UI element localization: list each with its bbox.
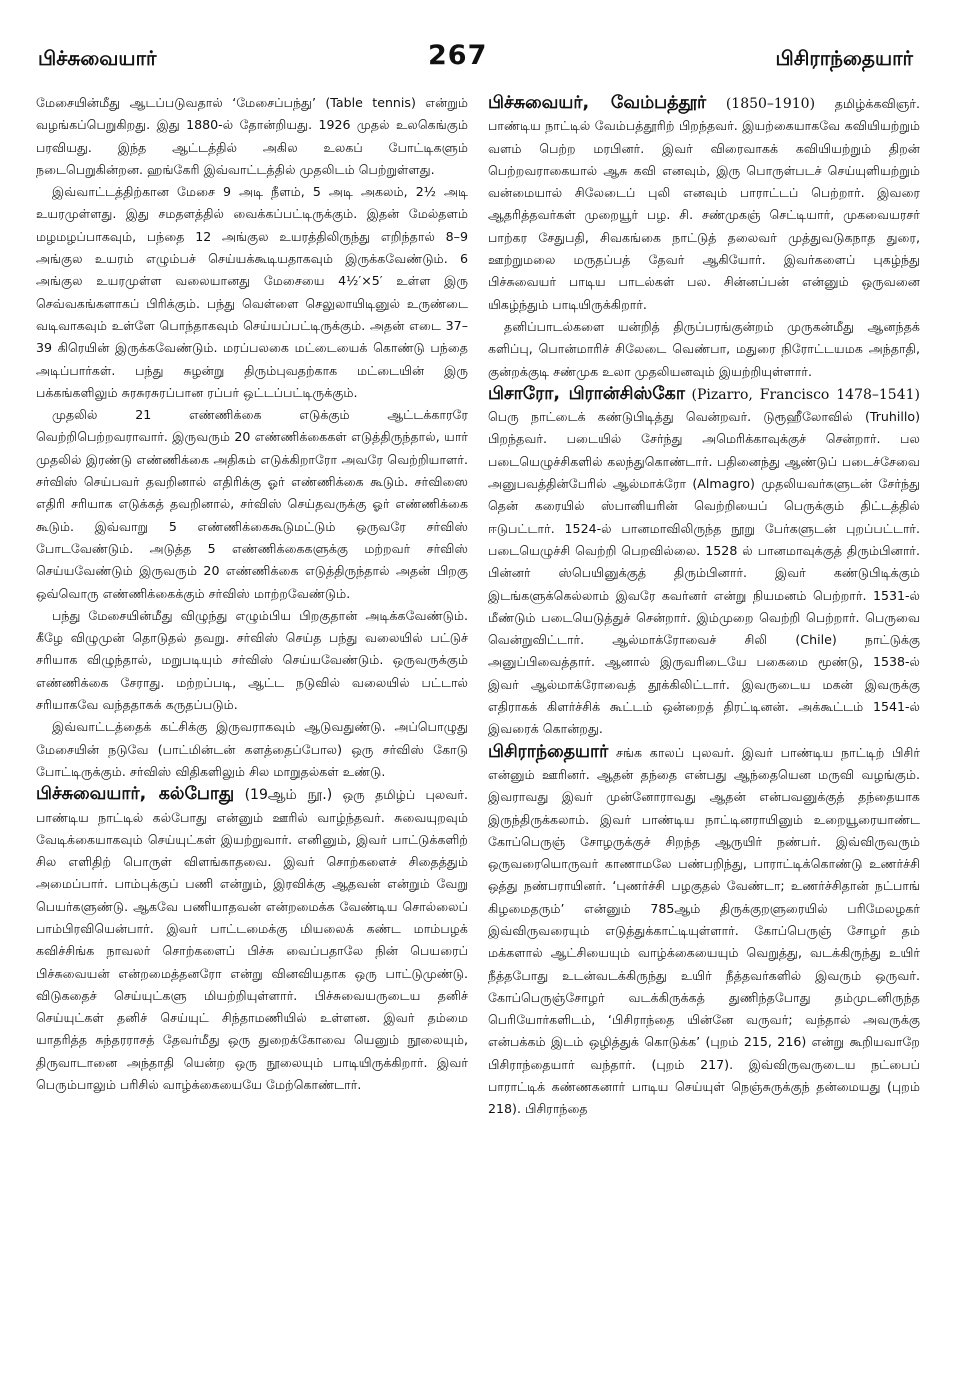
entry-heading: பிசிராந்தையார் (488, 741, 609, 762)
entry-pizarro (488, 383, 920, 741)
entry-dates: (19ஆம் நூ.) (244, 787, 333, 804)
entry-heading: பிச்சுவையார், கல்போது (36, 784, 235, 805)
page-number: 267 (428, 40, 488, 71)
entry-dates: (1850–1910) (725, 96, 816, 112)
right-guide-word: பிசிராந்தையார் (775, 46, 913, 70)
entry-heading: பிசாரோ, பிரான்சிஸ்கோ (488, 383, 686, 404)
running-header (0, 40, 955, 80)
entry-body: தமிழ்க்கவிஞர். பாண்டிய நாட்டில் வேம்பத்தூரிற் பிறந்தவர். இயற்கையாகவே கவியியற்றும் வளம் பெற்ற மரபினர். இவர் விரைவாகக் கவியியற்றும் திறன் பெற்றவராகையால் ஆசு கவி எனவும், இரு பொருள்படச் செய்யுளியற்றும் வன்மையால் சிலேடைப் புலி எனவும் பாராட்டப் பெற்றார். இவரை ஆதரித்தவர்கள் முறையூர் பழ. சி. சண்முகஞ் செட்டியார், முகவையரசர் பாற்கர சேதுபதி, சிவகங்கை நாட்டுத் தலைவர் முத்துவடுகநாத துரை, ஊற்றுமலை மருதப்பத் தேவர் ஆகியோர். இவர்களைப் புகழ்ந்து பிச்சுவையர் பாடிய பாடல்கள் பல. சின்னப்பன் என்னும் ஒருவனை யிகழ்ந்தும் பாடியிருக்கிறார். (488, 96, 920, 312)
entry-heading: பிச்சுவையர், வேம்பத்தூர் (488, 93, 707, 113)
entry-pichuvaiyar-vembathur (488, 92, 920, 316)
entry-continuation-paragraph: தனிப்பாடல்களை யன்றித் திருப்பரங்குன்றம் முருகன்மீது ஆனந்தக் களிப்பு, பொன்மாரிச் சிலேடை வெண்பா, மதுரை நிரோட்டயமக அந்தாதி, குன்றக்குடி சண்முக உலா முதலியனவும் இயற்றியுள்ளார். (488, 318, 920, 379)
scoring-rules-paragraph: முதலில் 21 எண்ணிக்கை எடுக்கும் ஆட்டக்காரரே வெற்றிபெற்றவராவார். இருவரும் 20 எண்ணிக்கைகள் எடுத்திருந்தால், யார் முதலில் இரண்டு எண்ணிக்கை அதிகம் எடுக்கிறாரோ அவரே வெற்றியாளர். சர்விஸ் செய்பவர் தவறினால் எதிரிக்கு ஓர் எண்ணிக்கை கூடும். சர்விஸை எதிரி சரியாக எடுக்கத் தவறினால், சர்விஸ் செய்தவருக்கு ஓர் எண்ணிக்கை கூடும். இவ்வாறு 5 எண்ணிக்கைகூடுமட்டும் ஒருவரே சர்விஸ் போடவேண்டும். அடுத்த 5 எண்ணிக்கைகளுக்கு மற்றவர் சர்விஸ் செய்யவேண்டும் இருவரும் 20 எண்ணிக்கை எடுத்திருந்தால் அதன் பிறகு ஒவ்வொரு எண்ணிக்கைக்கும் சர்விஸ் மாற்றவேண்டும். (36, 407, 468, 601)
play-rules-paragraph: பந்து மேசையின்மீது விழுந்து எழும்பிய பிறகுதான் அடிக்கவேண்டும். கீழே விழுமுன் தொடுதல் தவறு. சர்விஸ் செய்த பந்து வலையில் பட்டுச் சரியாக விழுந்தால், மறுபடியும் சர்விஸ் செய்யவேண்டும். ஒருவருக்கும் எண்ணிக்கை சேராது. மற்றப்படி, ஆட்ட நடுவில் வலையில் பட்டால் சரியாகவே வந்ததாகக் கருதப்படும். (36, 607, 468, 713)
entry-body: சங்க காலப் புலவர். இவர் பாண்டிய நாட்டிற் பிசிர் என்னும் ஊரினர். ஆதன் தந்தை என்பது ஆந்தையென மருவி வழங்கும். இவராவது இவர் முன்னோராவது ஆதன் என்பவனுக்குத் தந்தையாக இருந்திருக்கலாம். இவர் பாண்டிய நாட்டினராயினும் உறையூரையாண்ட கோப்பெருஞ் சோழருக்குச் சிறந்த ஆருயிர் நண்பர். இவ்விருவரும் ஒருவரையொருவர் காணாமலே பண்பறிந்து, பாராட்டிக்கொண்டு உணர்ச்சி ஒத்து நண்பராயினர். ‘புணர்ச்சி பழகுதல் வேண்டா; உணர்ச்சிதான் நட்பாங் கிழமைதரும்’ என்னும் 785ஆம் திருக்குறளுரையில் பரிமேலழகர் இவ்விருவரையும் எடுத்துக்காட்டியுள்ளார். கோப்பெருஞ் சோழர் தம் மக்களால் ஆட்சியையும் வாழ்க்கையையும் வெறுத்து, வடக்கிருந்து உயிர் நீத்தபோது உடன்வடக்கிருந்து உயிர் நீத்தவர்களில் இவரும் ஒருவர். கோப்பெருஞ்சோழர் வடக்கிருக்கத் துணிந்தபோது தம்முடனிருந்த பெரியோர்களிடம், ‘பிசிராந்தை யின்னே வருவர்; வந்தால் அவருக்கு என்பக்கம் இடம் ஒழித்துக் கொடுக்க’ (புறம் 215, 216) என்று கூறியவாறே பிசிராந்தையார் வந்தார். (புறம் 217). இவ்விருவருடைய நட்பைப் பாராட்டிக் கண்ணகனார் பாடிய செய்யுள் நெஞ்சுருக்குந் தன்மையது (புறம் 218). பிசிராந்தை (488, 744, 920, 1117)
left-guide-word: பிச்சுவையார் (38, 46, 157, 70)
table-tennis-continued-paragraph: மேசையின்மீது ஆடப்படுவதால் ‘மேசைப்பந்து’ (Table tennis) என்றும் வழங்கப்பெறுகிறது. இது 1880-ல் தோன்றியது. 1926 முதல் உலகெங்கும் பரவியது. இந்த ஆட்டத்தில் அகில உலகப் போட்டிகளும் நடைபெறுகின்றன. ஹங்கேரி இவ்வாட்டத்தில் முதலிடம் பெற்றுள்ளது. (36, 95, 468, 177)
doubles-paragraph: இவ்வாட்டத்தைக் கட்சிக்கு இருவராகவும் ஆடுவதுண்டு. அப்பொழுது மேசையின் நடுவே (பாட்மின்டன் களத்தைப்போல) ஒரு சர்விஸ் கோடு போட்டிருக்கும். சர்விஸ் விதிகளிலும் சில மாறுதல்கள் உண்டு. (36, 719, 468, 779)
entry-pichuvaiyar-kalpothu (36, 783, 468, 1096)
entry-pisirandhaiyar (488, 741, 920, 1121)
right-column (488, 92, 920, 1356)
entry-body: ஒரு தமிழ்ப் புலவர். பாண்டிய நாட்டில் கல்போது என்னும் ஊரில் வாழ்ந்தவர். சுவையுறவும் வேடிக்கையாகவும் செய்யுட்கள் இயற்றுவார். எனினும், இவர் பாட்டுக்களிற் சில எளிதிற் பொருள் விளங்காதவை. இவர் சொற்களைச் சிதைத்தும் அமைப்பார். பாம்புக்குப் பணி என்றும், இரவிக்கு ஆதவன் என்றும் வேறு பெயர்களுண்டு. ஆகவே பணியாதவன் என்றமைக்க வேண்டிய சொல்லைப் பாம்பிரவியென்பார். இவர் பாட்டமைக்கு மியலைக் கண்ட மாம்பழக் கவிச்சிங்க நாவலர் சொற்களைப் பிச்சு வைப்பதாலே நின் பெயரைப் பிச்சுவையன் என்றமைத்தனரோ என்று வினவியதாக ஒரு பாட்டுமுண்டு. விடுகதைச் செய்யுட்களு மியற்றியுள்ளார். பிச்சுவையருடைய தனிச் செய்யுட்கள் தனிச் செய்யுட் சிந்தாமணியில் உள்ளன. இவர் தம்மை யாதரித்த சுந்தரராசத் தேவர்மீது ஒரு துறைக்கோவை யெனும் நூலையும், திருவாடானை அந்தாதி யென்ற ஒரு நூலையும் பாடியிருக்கிறார். இவர் பெரும்பாலும் பரிசில் வாழ்க்கையையே மேற்கொண்டார். (36, 787, 468, 1093)
table-specs-paragraph: இவ்வாட்டத்திற்கான மேசை 9 அடி நீளம், 5 அடி அகலம், 2½ அடி உயரமுள்ளது. இது சமதளத்தில் வைக்கப்பட்டிருக்கும். இதன் மேல்தளம் மழமழப்பாகவும், பந்தை 12 அங்குல உயரத்திலிருந்து எறிந்தால் 8–9 அங்குல உயரம் எழும்பச் செய்யக்கூடியதாகவும் இருக்கவேண்டும். 6 அங்குல உயரமுள்ள வலையானது மேசையை 4½′×5′ உள்ள இரு செவ்வகங்களாகப் பிரிக்கும். பந்து வெள்ளை செலுலாயிடினுல் உருண்டை வடிவாகவும் உள்ளே பொந்தாகவும் செய்யப்பட்டிருக்கும். அதன் எடை 37–39 கிரெயின் இருக்கவேண்டும். மரப்பலகை மட்டையைக் கொண்டு பந்தை அடிப்பார்கள். பந்து சுழன்று திரும்புவதற்காக மட்டையின் இரு பக்கங்களிலும் சுரசுரசுரப்பான ரப்பர் ஒட்டப்பட்டிருக்கும். (36, 184, 468, 400)
entry-dates: (Pizarro, Francisco 1478–1541) (691, 386, 920, 403)
left-column (36, 92, 468, 1356)
entry-body: பெரு நாட்டைக் கண்டுபிடித்து வென்றவர். டுரூஹீலோவில் (Truhillo) பிறந்தவர். படையில் சேர்ந்து அமெரிக்காவுக்குச் சென்றார். பல படையெழுச்சிகளில் கலந்துகொண்டார். பதினைந்து ஆண்டுப் படைச்சேவை அனுபவத்தின்பேரில் ஆல்மாக்ரோ (Almagro) முதலியவர்களுடன் சேர்ந்து தென் கரையில் ஸ்பானியரின் வெற்றியைப் பெருக்கும் திட்டத்தில் ஈடுபட்டார். 1524-ல் பானமாவிலிருந்த நூறு பேர்களுடன் புறப்பட்டார். படையெழுச்சி வெற்றி பெறவில்லை. 1528 ல் பானமாவுக்குத் திரும்பினார். பின்னர் ஸ்பெயினுக்குத் திரும்பினார். இவர் கண்டுபிடிக்கும் இடங்களுக்கெல்லாம் இவரே கவர்னர் என்று நியமனம் பெற்றார். 1531-ல் மீண்டும் படையெடுத்துச் சென்றார். இம்முறை வெற்றி பெற்றார். பெருவை வென்றுவிட்டார். ஆல்மாக்ரோவைச் சிலி (Chile) நாட்டுக்கு அனுப்பிவைத்தார். ஆனால் இருவரிடையே பகைமை மூண்டு, 1538-ல் இவர் ஆல்மாக்ரோவைத் தூக்கிலிட்டார். இவருடைய மகன் இவருக்கு எதிராகக் கிளர்ச்சிக் கூட்டம் ஒன்றைத் திரட்டினன். அக்கூட்டம் 1541-ல் இவரைக் கொன்றது. (488, 409, 920, 737)
